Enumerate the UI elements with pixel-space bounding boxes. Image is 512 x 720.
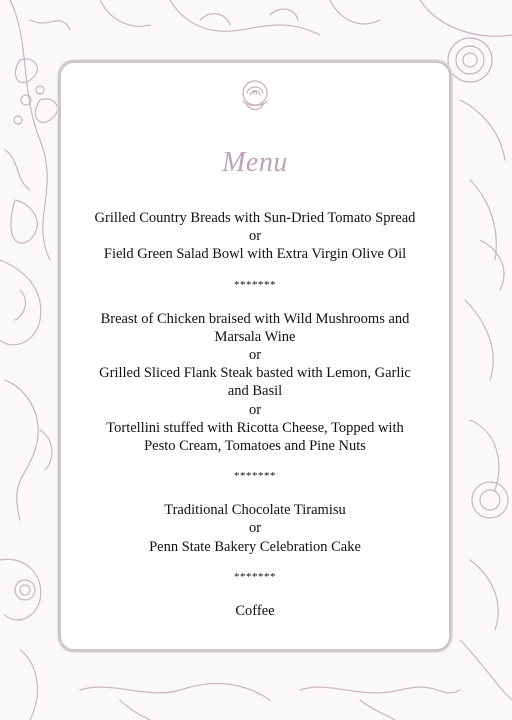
menu-or: or — [248, 347, 262, 364]
menu-section-desserts — [79, 501, 431, 556]
menu-section-beverage — [79, 602, 431, 620]
menu-item: Penn State Bakery Celebration Cake — [149, 538, 361, 555]
menu-section-entrees — [79, 310, 431, 456]
menu-item: Marsala Wine — [214, 328, 296, 345]
menu-or: or — [248, 401, 262, 418]
menu-item: Pesto Cream, Tomatoes and Pine Nuts — [144, 438, 366, 455]
menu-item: Coffee — [235, 602, 275, 619]
menu-or: or — [248, 520, 262, 537]
section-separator: ******* — [234, 470, 276, 483]
menu-section-starters — [79, 209, 431, 264]
menu-item: Grilled Country Breads with Sun-Dried Tomato Spread — [94, 210, 416, 226]
menu-item: and Basil — [227, 383, 283, 400]
section-separator: ******* — [234, 278, 276, 291]
menu-item: Grilled Sliced Flank Steak basted with Lemon, Garlic — [99, 365, 411, 382]
menu-item: Tortellini stuffed with Ricotta Cheese, Topped with — [106, 419, 404, 436]
menu-content — [79, 209, 431, 620]
menu-item: Breast of Chicken braised with Wild Mushrooms and — [100, 310, 410, 327]
menu-title: Menu — [222, 147, 288, 178]
menu-item: Field Green Salad Bowl with Extra Virgin Olive Oil — [103, 246, 407, 263]
section-separator: ******* — [234, 570, 276, 583]
rose-icon — [235, 75, 275, 115]
menu-card — [58, 60, 452, 652]
menu-or: or — [248, 228, 262, 245]
menu-item: Traditional Chocolate Tiramisu — [164, 502, 346, 519]
